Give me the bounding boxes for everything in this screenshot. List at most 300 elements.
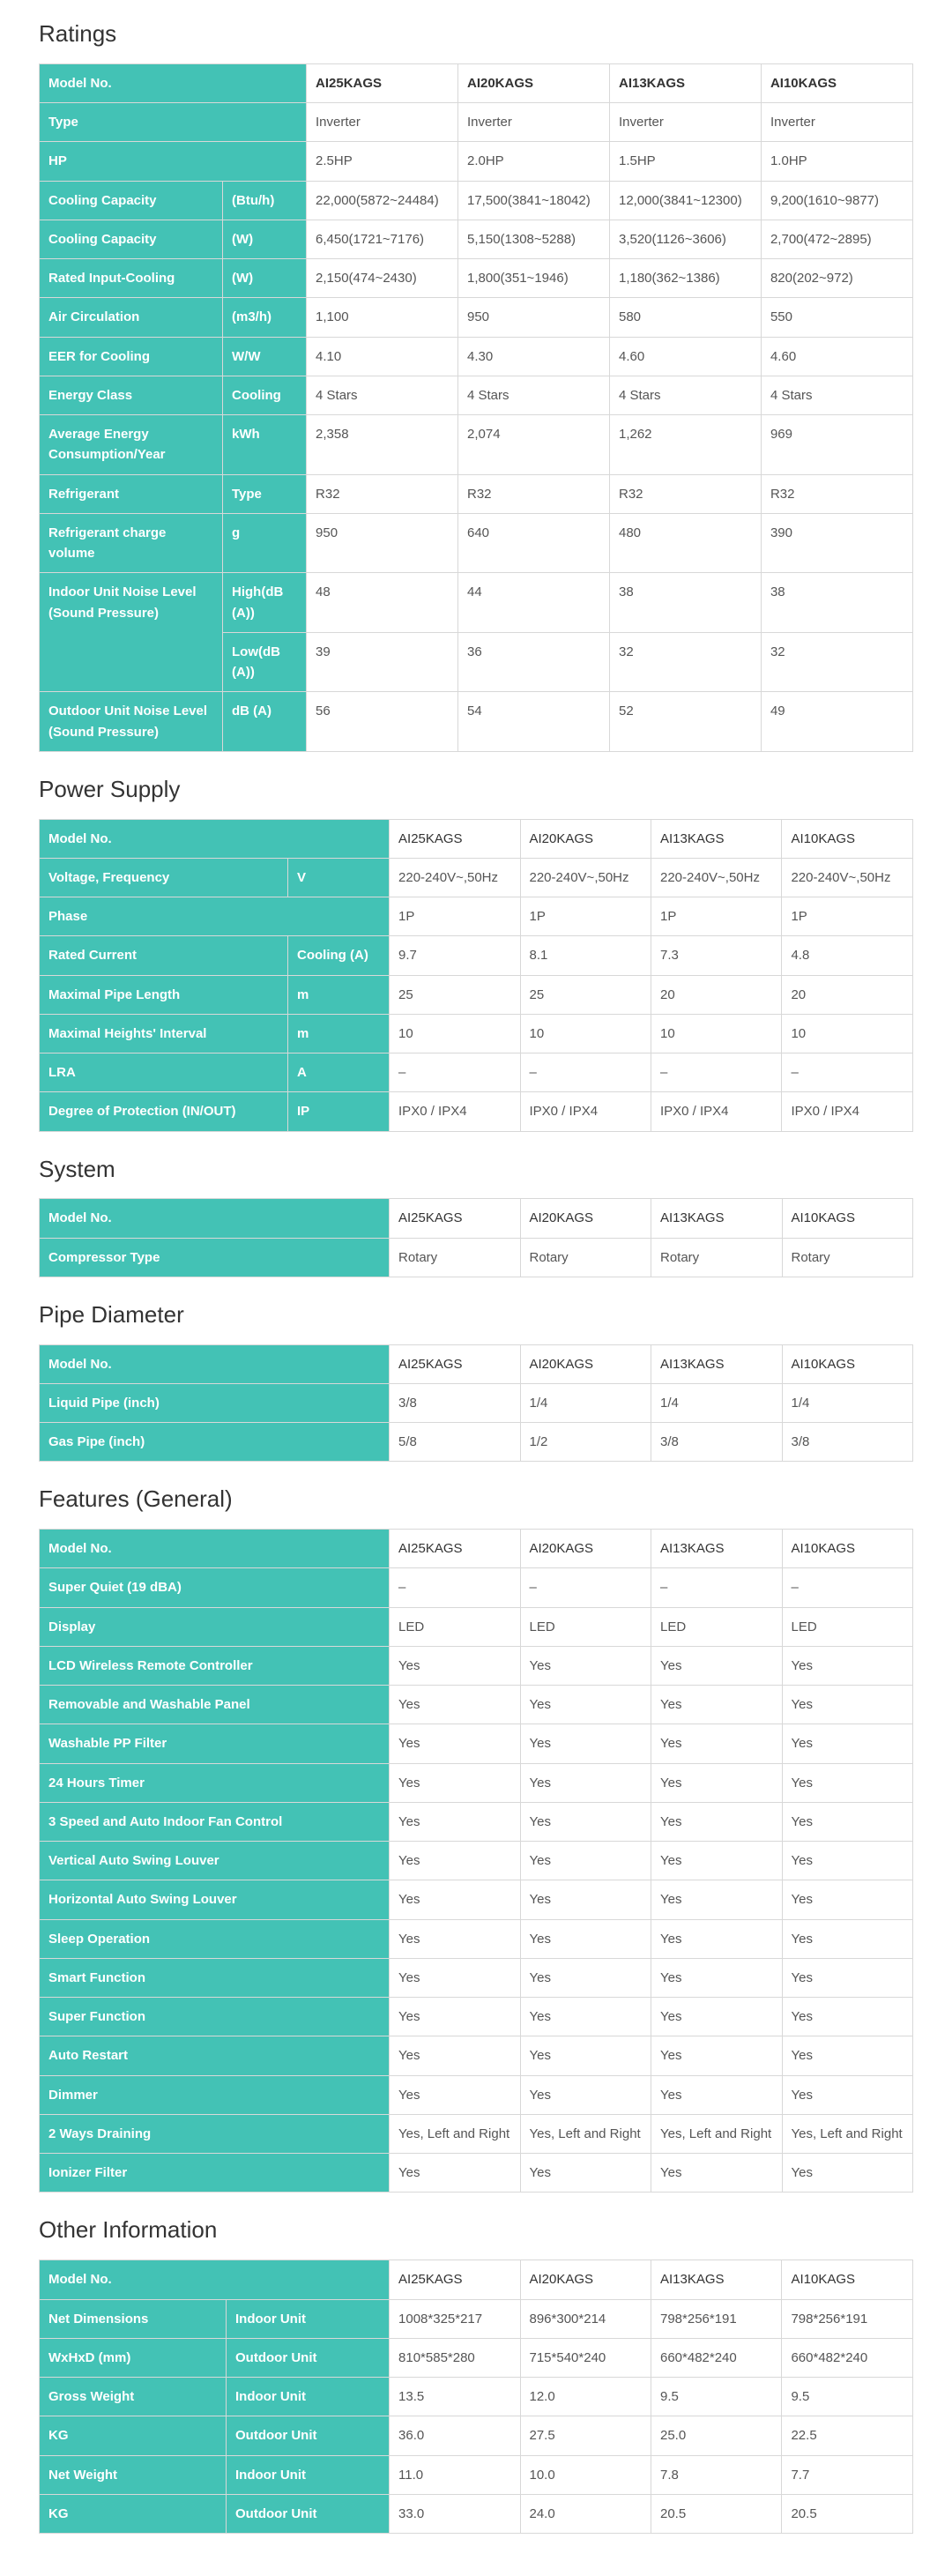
cell-value: 22.5 [782,2416,913,2455]
cell-value: Yes [782,1998,913,2036]
table-row [40,1919,913,1958]
cell-value: Yes [520,1998,651,2036]
row-label: EER for Cooling [40,337,223,376]
row-label: Super Function [40,1998,390,2036]
cell-value: Yes, Left and Right [390,2114,521,2153]
model-row [40,1199,913,1238]
model-row [40,2260,913,2299]
table-row [40,1646,913,1685]
cell-value: – [782,1568,913,1607]
table-row [40,1958,913,1997]
table-row [40,975,913,1014]
row-label: 24 Hours Timer [40,1763,390,1802]
cell-value: Yes [651,1919,783,1958]
cell-value: 660*482*240 [651,2338,781,2377]
cell-value: 580 [609,298,761,337]
cell-value: 3,520(1126~3606) [609,220,761,258]
row-unit: Indoor Unit [227,2378,390,2416]
cell-value: 9.7 [390,936,520,975]
cell-value: 390 [761,513,912,573]
cell-value: Yes, Left and Right [782,2114,913,2153]
cell-value: 10 [782,1014,913,1053]
row-unit: Outdoor Unit [227,2494,390,2533]
cell-value: Yes [520,2154,651,2193]
table-row [40,474,913,513]
row-unit: V [288,858,390,897]
row-label: Average Energy Consumption/Year [40,415,223,475]
model-label: Model No. [40,1344,390,1383]
cell-value: – [782,1053,913,1092]
table-row [40,1092,913,1131]
cell-value: 12,000(3841~12300) [609,181,761,220]
cell-value: 4 Stars [458,376,610,414]
cell-value: 6,450(1721~7176) [307,220,458,258]
cell-value: Yes [782,1686,913,1724]
cell-value: R32 [609,474,761,513]
model-name: AI10KAGS [761,63,912,102]
cell-value: 1/4 [520,1383,651,1422]
cell-value: Yes [520,1842,651,1880]
cell-value: 39 [307,632,458,692]
row-unit: Cooling [223,376,307,414]
cell-value: Yes [520,2036,651,2075]
model-label: Model No. [40,2260,390,2299]
row-label: Dimmer [40,2075,390,2114]
cell-value: Yes [390,1958,521,1997]
row-label: Gas Pipe (inch) [40,1423,390,1462]
cell-value: 5/8 [390,1423,521,1462]
cell-value: 24.0 [520,2494,651,2533]
row-unit: (m3/h) [223,298,307,337]
cell-value: 44 [458,573,610,633]
row-unit: Indoor Unit [227,2455,390,2494]
cell-value: Rotary [390,1238,521,1277]
table-row [40,259,913,298]
table-row [40,2494,913,2533]
model-name: AI13KAGS [651,1530,783,1568]
row-label: LRA [40,1053,288,1092]
model-name: AI20KAGS [520,1199,651,1238]
cell-value: Yes [520,1763,651,1802]
table-row [40,1998,913,2036]
cell-value: Yes [782,1842,913,1880]
model-name: AI25KAGS [390,1199,521,1238]
table-row [40,1724,913,1763]
cell-value: 2.0HP [458,142,610,181]
cell-value: IPX0 / IPX4 [390,1092,520,1131]
cell-value: 2,358 [307,415,458,475]
table-row [40,858,913,897]
row-unit: (W) [223,259,307,298]
cell-value: Yes [520,1686,651,1724]
model-name: AI20KAGS [458,63,610,102]
model-name: AI10KAGS [782,2260,913,2299]
table-row [40,1880,913,1919]
row-label: Rated Input-Cooling [40,259,223,298]
cell-value: R32 [761,474,912,513]
model-name: AI25KAGS [390,819,520,858]
cell-value: Yes [390,1919,521,1958]
model-name: AI20KAGS [520,2260,651,2299]
cell-value: Yes [782,1919,913,1958]
model-name: AI20KAGS [520,1530,651,1568]
cell-value: Yes [390,1646,521,1685]
row-label: Type [40,103,307,142]
cell-value: 20 [782,975,913,1014]
row-label: Removable and Washable Panel [40,1686,390,1724]
table-row [40,1607,913,1646]
cell-value: Yes [782,1880,913,1919]
table-row [40,2299,913,2338]
cell-value: 38 [761,573,912,633]
cell-value: Yes [651,1686,783,1724]
row-unit: kWh [223,415,307,475]
model-name: AI10KAGS [782,1344,913,1383]
cell-value: 25.0 [651,2416,781,2455]
model-name: AI25KAGS [307,63,458,102]
cell-value: 810*585*280 [390,2338,520,2377]
cell-value: 820(202~972) [761,259,912,298]
row-label: Voltage, Frequency [40,858,288,897]
table-row [40,1383,913,1422]
cell-value: Inverter [761,103,912,142]
row-label: WxHxD (mm) [40,2338,227,2377]
cell-value: 1,100 [307,298,458,337]
cell-value: 220-240V~,50Hz [520,858,651,897]
table-row [40,2036,913,2075]
cell-value: Yes [782,1958,913,1997]
cell-value: 9.5 [651,2378,781,2416]
cell-value: 1P [651,897,781,936]
cell-value: Yes [520,1646,651,1685]
cell-value: 38 [609,573,761,633]
cell-value: 27.5 [520,2416,651,2455]
row-label: Super Quiet (19 dBA) [40,1568,390,1607]
cell-value: 36 [458,632,610,692]
power-supply-title: Power Supply [39,775,181,802]
cell-value: 25 [520,975,651,1014]
cell-value: Yes [390,2036,521,2075]
cell-value: Yes [651,1724,783,1763]
row-label: Display [40,1607,390,1646]
cell-value: Yes [651,2075,783,2114]
row-unit: W/W [223,337,307,376]
model-name: AI10KAGS [782,1199,913,1238]
cell-value: 20 [651,975,781,1014]
table-row [40,2075,913,2114]
model-name: AI13KAGS [651,1344,783,1383]
ratings-table [39,63,913,752]
cell-value: 3/8 [651,1423,783,1462]
row-label: Outdoor Unit Noise Level (Sound Pressure) [40,692,223,752]
row-label: Vertical Auto Swing Louver [40,1842,390,1880]
cell-value: Yes [390,1998,521,2036]
cell-value: 1/2 [520,1423,651,1462]
row-unit: (Btu/h) [223,181,307,220]
cell-value: Inverter [458,103,610,142]
cell-value: 4 Stars [307,376,458,414]
row-label: Rated Current [40,936,288,975]
table-row [40,573,913,633]
cell-value: Yes [651,1998,783,2036]
row-label: Auto Restart [40,2036,390,2075]
model-name: AI13KAGS [651,1199,783,1238]
cell-value: 715*540*240 [520,2338,651,2377]
row-label: Washable PP Filter [40,1724,390,1763]
cell-value: 7.8 [651,2455,781,2494]
cell-value: Yes [390,1763,521,1802]
row-unit: m [288,975,390,1014]
features-title: Features (General) [39,1485,233,1513]
model-label: Model No. [40,819,390,858]
cell-value: 2,700(472~2895) [761,220,912,258]
row-label: Compressor Type [40,1238,390,1277]
table-row [40,2338,913,2377]
row-unit: IP [288,1092,390,1131]
model-name: AI10KAGS [782,819,913,858]
cell-value: Yes [651,2154,783,2193]
cell-value: 13.5 [390,2378,520,2416]
cell-value: LED [390,1607,521,1646]
row-label: Degree of Protection (IN/OUT) [40,1092,288,1131]
other-info-title: Other Information [39,2216,218,2244]
cell-value: 5,150(1308~5288) [458,220,610,258]
cell-value: Yes [651,1802,783,1841]
cell-value: 2,074 [458,415,610,475]
cell-value: 480 [609,513,761,573]
model-name: AI10KAGS [782,1530,913,1568]
cell-value: Yes [520,2075,651,2114]
cell-value: Yes [390,1686,521,1724]
cell-value: Yes [390,1880,521,1919]
cell-value: Yes [520,1919,651,1958]
table-row [40,1014,913,1053]
row-label: Sleep Operation [40,1919,390,1958]
model-name: AI13KAGS [651,819,781,858]
model-row [40,63,913,102]
table-row [40,2416,913,2455]
pipe-diameter-table [39,1344,913,1463]
model-name: AI25KAGS [390,1344,521,1383]
power-supply-table [39,819,913,1132]
cell-value: 798*256*191 [651,2299,781,2338]
row-label: Indoor Unit Noise Level (Sound Pressure) [40,573,223,692]
table-row [40,692,913,752]
row-unit: g [223,513,307,573]
cell-value: 10 [390,1014,520,1053]
other-info-table [39,2260,913,2534]
cell-value: 220-240V~,50Hz [651,858,781,897]
cell-value: 550 [761,298,912,337]
cell-value: Yes [651,1958,783,1997]
table-row [40,1842,913,1880]
cell-value: 1/4 [651,1383,783,1422]
row-unit: (W) [223,220,307,258]
cell-value: 1.5HP [609,142,761,181]
cell-value: Rotary [651,1238,783,1277]
cell-value: 7.3 [651,936,781,975]
cell-value: Inverter [307,103,458,142]
cell-value: Yes, Left and Right [520,2114,651,2153]
row-label: HP [40,142,307,181]
row-label: 3 Speed and Auto Indoor Fan Control [40,1802,390,1841]
row-unit: m [288,1014,390,1053]
cell-value: R32 [307,474,458,513]
cell-value: 49 [761,692,912,752]
row-label: Maximal Heights' Interval [40,1014,288,1053]
model-label: Model No. [40,1199,390,1238]
cell-value: 220-240V~,50Hz [782,858,913,897]
cell-value: Yes [651,2036,783,2075]
cell-value: 22,000(5872~24484) [307,181,458,220]
cell-value: Yes [782,2154,913,2193]
cell-value: Rotary [782,1238,913,1277]
model-row [40,1530,913,1568]
cell-value: 2,150(474~2430) [307,259,458,298]
table-row [40,513,913,573]
cell-value: Yes [520,1880,651,1919]
cell-value: 32 [609,632,761,692]
cell-value: LED [520,1607,651,1646]
table-row [40,2378,913,2416]
pipe-diameter-title: Pipe Diameter [39,1300,184,1328]
features-table [39,1529,913,2193]
table-row [40,1053,913,1092]
cell-value: Yes [390,1842,521,1880]
cell-value: 32 [761,632,912,692]
row-label: Liquid Pipe (inch) [40,1383,390,1422]
cell-value: 10 [651,1014,781,1053]
cell-value: 4 Stars [761,376,912,414]
cell-value: 20.5 [651,2494,781,2533]
row-label: 2 Ways Draining [40,2114,390,2153]
cell-value: 54 [458,692,610,752]
row-unit: High(dB (A)) [223,573,307,633]
table-row [40,142,913,181]
cell-value: – [520,1568,651,1607]
row-label: Maximal Pipe Length [40,975,288,1014]
cell-value: Yes [390,2154,521,2193]
table-row [40,103,913,142]
cell-value: – [390,1053,520,1092]
row-label: Energy Class [40,376,223,414]
row-unit: Outdoor Unit [227,2338,390,2377]
cell-value: 48 [307,573,458,633]
cell-value: Yes [782,1646,913,1685]
ratings-title: Ratings [39,20,117,47]
table-row [40,897,913,936]
cell-value: 17,500(3841~18042) [458,181,610,220]
cell-value: 12.0 [520,2378,651,2416]
cell-value: 640 [458,513,610,573]
cell-value: Yes [782,1724,913,1763]
model-name: AI13KAGS [609,63,761,102]
cell-value: 7.7 [782,2455,913,2494]
table-row [40,376,913,414]
row-unit: A [288,1053,390,1092]
model-row [40,819,913,858]
row-label: KG [40,2416,227,2455]
system-title: System [39,1155,115,1182]
model-name: AI13KAGS [651,2260,781,2299]
row-label: Smart Function [40,1958,390,1997]
table-row [40,1763,913,1802]
cell-value: 950 [458,298,610,337]
cell-value: Yes [782,1763,913,1802]
table-row [40,298,913,337]
cell-value: 1P [390,897,520,936]
row-label: Net Dimensions [40,2299,227,2338]
row-label: Ionizer Filter [40,2154,390,2193]
cell-value: Yes [651,1842,783,1880]
cell-value: LED [651,1607,783,1646]
row-label: Refrigerant [40,474,223,513]
cell-value: Yes [390,1802,521,1841]
cell-value: 4.30 [458,337,610,376]
cell-value: 4.60 [761,337,912,376]
table-row [40,1568,913,1607]
row-label: KG [40,2494,227,2533]
cell-value: 4 Stars [609,376,761,414]
cell-value: 9.5 [782,2378,913,2416]
cell-value: Yes [782,1802,913,1841]
table-row [40,936,913,975]
table-row [40,181,913,220]
table-row [40,415,913,475]
cell-value: 56 [307,692,458,752]
cell-value: LED [782,1607,913,1646]
cell-value: Yes [520,1802,651,1841]
model-name: AI25KAGS [390,2260,520,2299]
cell-value: 25 [390,975,520,1014]
cell-value: 1/4 [782,1383,913,1422]
cell-value: 10.0 [520,2455,651,2494]
cell-value: 20.5 [782,2494,913,2533]
row-unit: dB (A) [223,692,307,752]
cell-value: 4.10 [307,337,458,376]
row-unit: Indoor Unit [227,2299,390,2338]
cell-value: 896*300*214 [520,2299,651,2338]
cell-value: Yes [390,2075,521,2114]
cell-value: 10 [520,1014,651,1053]
model-name: AI20KAGS [520,1344,651,1383]
model-name: AI25KAGS [390,1530,521,1568]
cell-value: Yes [520,1724,651,1763]
cell-value: 1,180(362~1386) [609,259,761,298]
model-label: Model No. [40,63,307,102]
cell-value: 3/8 [782,1423,913,1462]
cell-value: 1P [520,897,651,936]
row-label: Gross Weight [40,2378,227,2416]
cell-value: 33.0 [390,2494,520,2533]
table-row [40,1423,913,1462]
cell-value: IPX0 / IPX4 [782,1092,913,1131]
table-row [40,1686,913,1724]
cell-value: Yes, Left and Right [651,2114,783,2153]
row-unit: Outdoor Unit [227,2416,390,2455]
cell-value: 8.1 [520,936,651,975]
cell-value: Yes [651,1880,783,1919]
cell-value: 36.0 [390,2416,520,2455]
cell-value: – [651,1568,783,1607]
model-label: Model No. [40,1530,390,1568]
cell-value: 1008*325*217 [390,2299,520,2338]
row-label: Net Weight [40,2455,227,2494]
system-table [39,1198,913,1277]
cell-value: 950 [307,513,458,573]
cell-value: 1,262 [609,415,761,475]
cell-value: – [520,1053,651,1092]
